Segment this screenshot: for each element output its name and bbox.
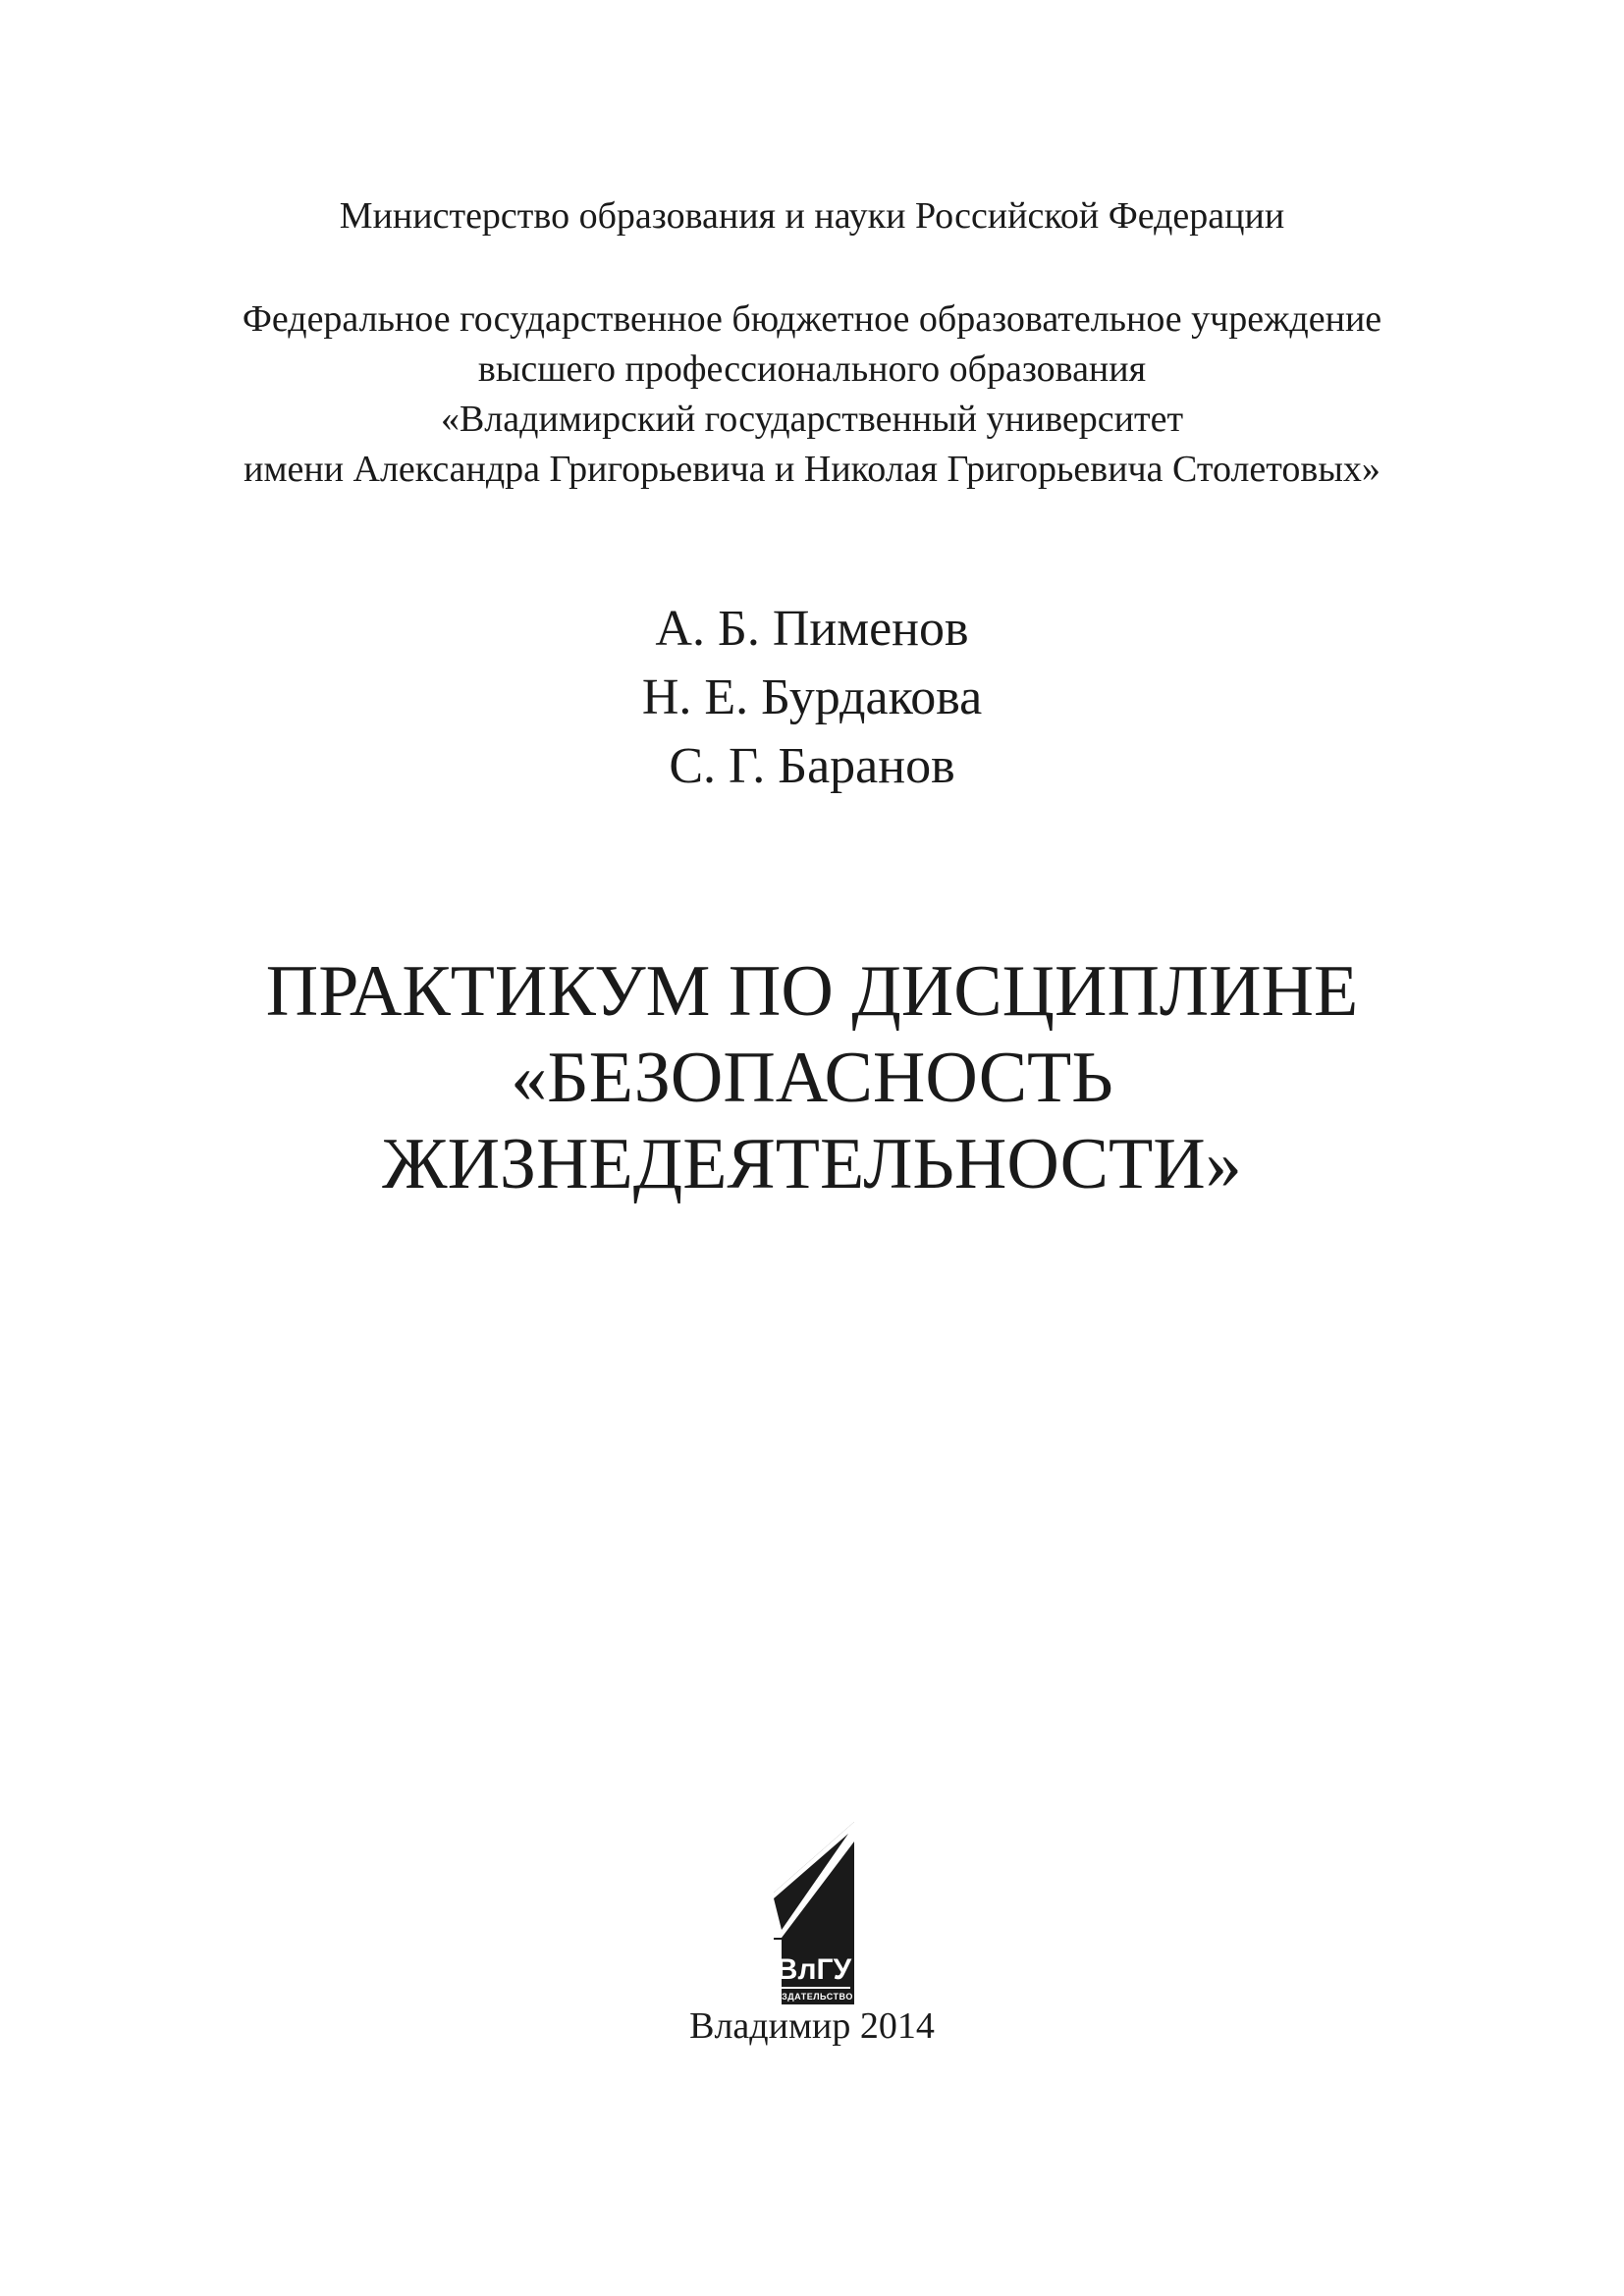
ministry-name: Министерство образования и науки Российской Федерации: [339, 195, 1285, 237]
book-title-line: ЖИЗНЕДЕЯТЕЛЬНОСТИ»: [382, 1124, 1242, 1204]
institution-line: «Владимирский государственный университет: [440, 399, 1184, 440]
author-name: Н. Е. Бурдакова: [641, 669, 983, 725]
authors-list: [0, 595, 1624, 801]
book-title-line: «БЕЗОПАСНОСТЬ: [511, 1038, 1113, 1118]
institution-line: высшего профессионального образования: [477, 348, 1147, 390]
logo-text-main: ВлГУ: [776, 1953, 852, 1986]
city-year: Владимир 2014: [689, 2005, 935, 2047]
logo-text-sub: ИЗДАТЕЛЬСТВО: [775, 1992, 853, 2002]
author-name: А. Б. Пименов: [655, 601, 969, 657]
institution-line: Федеральное государственное бюджетное образовательное учреждение: [242, 298, 1382, 340]
vlgu-publisher-logo-icon: [770, 1822, 858, 2004]
institution-line: имени Александра Григорьевича и Николая Григорьевича Столетовых»: [244, 449, 1380, 490]
author-name: С. Г. Баранов: [669, 738, 955, 794]
institution-block: [0, 294, 1624, 495]
book-title-line: ПРАКТИКУМ ПО ДИСЦИПЛИНЕ: [265, 951, 1359, 1032]
book-title: [0, 948, 1624, 1207]
